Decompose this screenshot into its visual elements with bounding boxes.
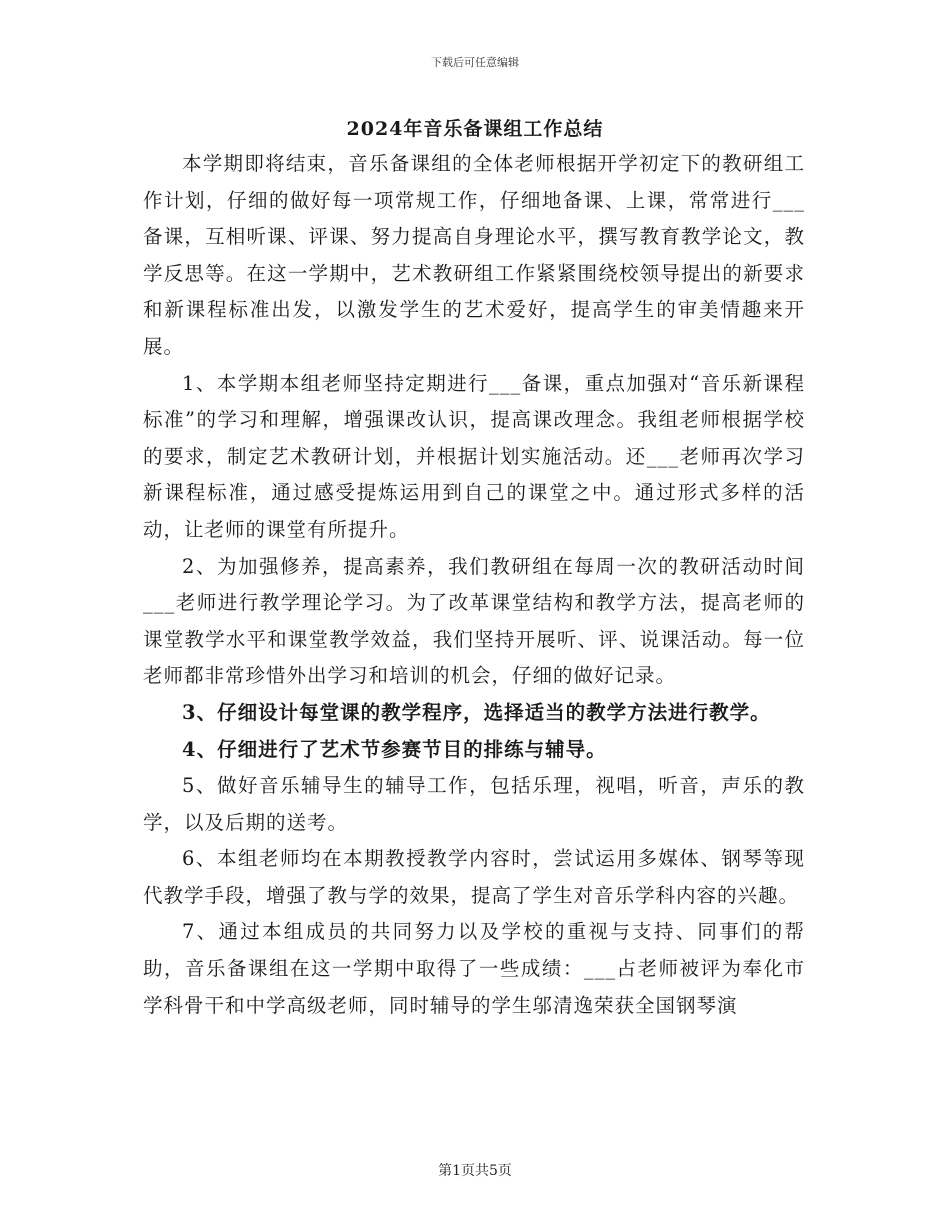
paragraph-item-5: 5、做好音乐辅导生的辅导工作，包括乐理，视唱，听音，声乐的教学，以及后期的送考。 xyxy=(143,774,805,834)
paragraph-intro: 本学期即将结束，音乐备课组的全体老师根据开学初定下的教研组工作计划，仔细的做好每一项常规工作，仔细地备课、上课，常常进行___备课，互相听课、评课、努力提高自身理论水平，撰写教育教学论文，教学反思等。在这一学期中，艺术教研组工作紧紧围绕校领导提出的新要求和新课程标准出发，以激发学生的艺术爱好，提高学生的审美情趣来开展。 xyxy=(143,152,805,358)
header-note: 下载后可任意编辑 xyxy=(431,56,519,69)
document-title: 2024年音乐备课组工作总结 xyxy=(346,118,604,140)
paragraph-item-3: 3、仔细设计每堂课的教学程序，选择适当的教学方法进行教学。 xyxy=(182,700,771,724)
paragraph-item-6: 6、本组老师均在本期教授教学内容时，尝试运用多媒体、钢琴等现代教学手段，增强了教与学的效果，提高了学生对音乐学科内容的兴趣。 xyxy=(143,847,805,907)
paragraph-item-7: 7、通过本组成员的共同努力以及学校的重视与支持、同事们的帮助，音乐备课组在这一学期中取得了一些成绩：___占老师被评为奉化市学科骨干和中学高级老师，同时辅导的学生邬清逸荣获全国钢琴演 xyxy=(143,920,805,1017)
page-number-footer: 第1页共5页 xyxy=(438,1163,512,1179)
paragraph-item-4: 4、仔细进行了艺术节参赛节目的排练与辅导。 xyxy=(182,737,607,761)
paragraph-item-1: 1、本学期本组老师坚持定期进行___备课，重点加强对“音乐新课程标准”的学习和理解，增强课改认识，提高课改理念。我组老师根据学校的要求，制定艺术教研计划，并根据计划实施活动。还___老师再次学习新课程标准，通过感受提炼运用到自己的课堂之中。通过形式多样的活动，让老师的课堂有所提升。 xyxy=(143,371,805,541)
document-body xyxy=(143,146,805,1024)
paragraph-item-2: 2、为加强修养，提高素养，我们教研组在每周一次的教研活动时间___老师进行教学理论学习。为了改革课堂结构和教学方法，提高老师的课堂教学水平和课堂教学效益，我们坚持开展听、评、说课活动。每一位老师都非常珍惜外出学习和培训的机会，仔细的做好记录。 xyxy=(143,554,805,688)
